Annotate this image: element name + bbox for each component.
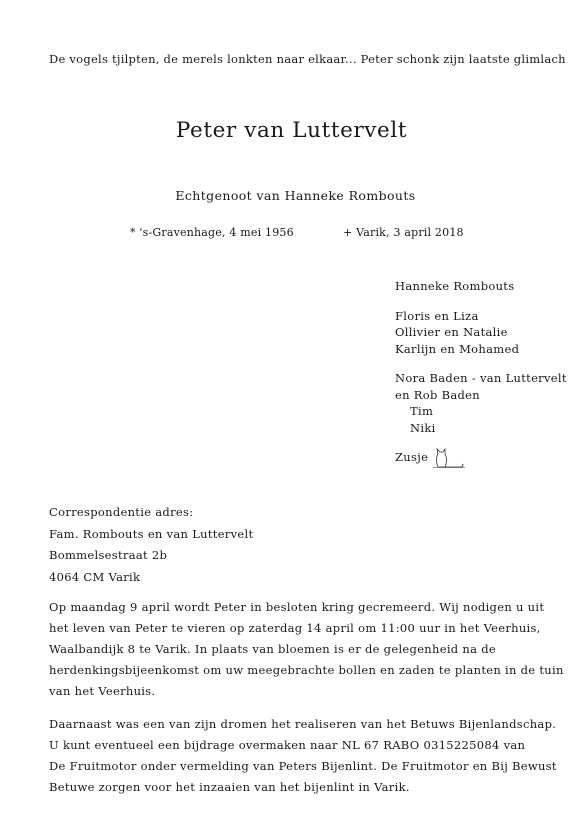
family-grandchild: Tim — [410, 404, 434, 418]
family-grandchild: Niki — [410, 420, 436, 435]
correspondence-line: 4064 CM Varik — [49, 569, 141, 584]
paragraph-line: Betuwe zorgen voor het inzaaien van het bijenlint in Varik. — [49, 780, 410, 794]
correspondence-block — [49, 502, 253, 588]
spouse-line: Echtgenoot van Hanneke Rombouts — [175, 188, 416, 203]
correspondence-label: Correspondentie adres: — [49, 505, 194, 519]
paragraph-line: U kunt eventueel een bijdrage overmaken naar NL 67 RABO 0315225084 van — [49, 738, 526, 752]
cat-icon — [432, 448, 466, 468]
funeral-paragraph — [49, 597, 564, 702]
family-spouse: Hanneke Rombouts — [395, 279, 515, 293]
correspondence-line: Bommelsestraat 2b — [49, 548, 168, 562]
paragraph-line: Op maandag 9 april wordt Peter in besloten kring gecremeerd. Wij nodigen u uit — [49, 600, 545, 614]
family-pet-label: Zusje — [395, 450, 429, 464]
family-child: Ollivier en Natalie — [395, 325, 508, 339]
family-child: Floris en Liza — [395, 308, 479, 323]
paragraph-line: Waalbandijk 8 te Varik. In plaats van bloemen is er de gelegenheid na de — [49, 642, 497, 656]
family-list — [395, 278, 567, 466]
paragraph-line: van het Veerhuis. — [49, 684, 156, 698]
death-info: + Varik, 3 april 2018 — [343, 226, 464, 239]
family-sister-partner: en Rob Baden — [395, 387, 480, 402]
donation-paragraph — [49, 714, 557, 798]
birth-info: * 's-Gravenhage, 4 mei 1956 — [130, 226, 294, 239]
opening-quote: De vogels tjilpten, de merels lonkten naar elkaar... Peter schonk zijn laatste glimlach — [49, 52, 566, 66]
paragraph-line: Daarnaast was een van zijn dromen het realiseren van het Betuws Bijenlandschap. — [49, 717, 557, 731]
family-pet-row — [395, 449, 567, 466]
family-child: Karlijn en Mohamed — [395, 341, 520, 356]
paragraph-line: De Fruitmotor onder vermelding van Peters Bijenlint. De Fruitmotor en Bij Bewust — [49, 759, 557, 773]
deceased-name: Peter van Luttervelt — [175, 118, 408, 143]
correspondence-line: Fam. Rombouts en van Luttervelt — [49, 526, 254, 541]
family-sister: Nora Baden - van Luttervelt — [395, 371, 567, 385]
paragraph-line: herdenkingsbijeenkomst om uw meegebrachte bollen en zaden te planten in de tuin — [49, 663, 564, 677]
paragraph-line: het leven van Peter te vieren op zaterdag 14 april om 11:00 uur in het Veerhuis, — [49, 621, 541, 635]
